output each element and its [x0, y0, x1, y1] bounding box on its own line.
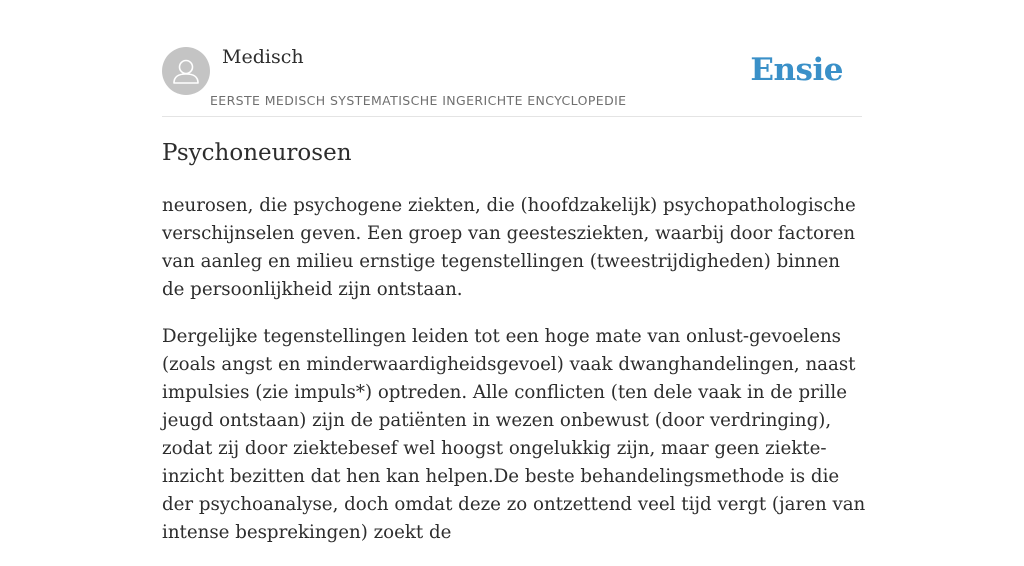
- article-page: [162, 0, 866, 543]
- user-avatar-icon[interactable]: [162, 47, 210, 95]
- article-title: Psychoneurosen: [162, 140, 352, 166]
- article-paragraph: neurosen, die psychogene ziekten, die (hoofdzakelijk) psychopathologische verschijnselen geven. Een groep van geestesziekten, waarbij door factoren van aanleg en milieu ernstige tegenstellingen (tweestrijdigheden) binnen de persoonlijkheid zijn ontstaan.: [162, 195, 856, 300]
- article-paragraph: Dergelijke tegenstellingen leiden tot een hoge mate van onlust-gevoelens (zoals angst en minderwaardigheidsgevoel) vaak dwanghandelingen, naast impulsies (zie impuls*) optreden. Alle conflicten (ten dele vaak in de prille jeugd ontstaan) zijn de patiënten in wezen onbewust (door verdringing), zodat zij door ziektebesef wel hoogst ongelukkig zijn, maar geen ziekte-inzicht bezitten dat hen kan helpen.De beste behandelingsmethode is die der psychoanalyse, doch omdat deze zo ontzettend veel tijd vergt (jaren van intense besprekingen) zoekt de: [162, 326, 866, 543]
- user-silhouette-icon: [162, 47, 210, 95]
- author-name[interactable]: Medisch: [222, 46, 304, 68]
- source-subtitle: EERSTE MEDISCH SYSTEMATISCHE INGERICHTE ENCYCLOPEDIE: [210, 93, 627, 108]
- article-header: [162, 0, 862, 117]
- brand-logo[interactable]: Ensie: [750, 52, 843, 88]
- article-body: [162, 192, 866, 566]
